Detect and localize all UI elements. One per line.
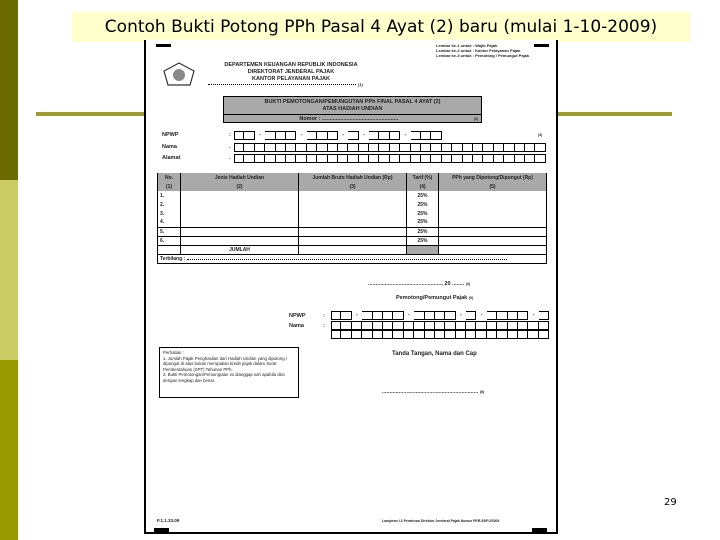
pemotong-nama-label: Nama [289, 323, 304, 329]
nomor-field[interactable]: .................................................. [321, 116, 399, 122]
row-number: 2. [158, 200, 181, 209]
input-cell[interactable] [328, 131, 338, 140]
input-cell[interactable] [317, 154, 327, 163]
input-cell[interactable] [379, 131, 389, 140]
col-number: (1) [158, 182, 181, 191]
input-cell[interactable] [525, 143, 535, 152]
input-cell[interactable] [265, 154, 275, 163]
input-cell[interactable] [393, 311, 403, 320]
input-cell[interactable] [456, 330, 466, 339]
input-cell[interactable] [431, 154, 441, 163]
signature-dots: ............................................................... [382, 389, 479, 395]
alamat-field[interactable] [234, 154, 546, 163]
row-number: 1. [158, 191, 181, 200]
note-ref: (6) [479, 390, 485, 394]
input-cell[interactable] [518, 330, 528, 339]
input-cell[interactable] [421, 154, 431, 163]
input-cell[interactable] [431, 131, 441, 140]
input-cell[interactable] [255, 143, 265, 152]
input-cell[interactable] [234, 143, 244, 152]
input-cell[interactable] [234, 131, 244, 140]
input-cell[interactable] [307, 143, 317, 152]
prize-tax-table [157, 173, 547, 264]
date-text: ................................................, 20 ........ [368, 281, 465, 287]
side-bar-middle [0, 180, 18, 360]
input-cell[interactable] [504, 143, 514, 152]
input-cell[interactable] [404, 330, 414, 339]
copy-note: Lembar ke-3 untuk : Pemotong / Pemungut Pajak [436, 53, 530, 58]
input-cell[interactable]: - [404, 132, 407, 138]
input-cell[interactable] [373, 311, 383, 320]
nomor-label: Nomor : [299, 116, 321, 122]
total-bruto[interactable] [299, 245, 407, 254]
pph-cell[interactable] [439, 200, 547, 209]
col-number: (4) [407, 182, 439, 191]
input-cell[interactable] [494, 154, 504, 163]
note-ref: (3) [538, 133, 543, 137]
input-cell[interactable] [535, 154, 545, 163]
input-cell[interactable] [373, 321, 383, 330]
bruto-cell[interactable] [299, 191, 407, 200]
note-ref: (1) [358, 82, 363, 87]
office-name: KANTOR PELAYANAN PAJAK [252, 76, 330, 82]
col-header: Jenis Hadiah Undian [181, 173, 299, 182]
document-subtitle: ATAS HADIAH UNDIAN [322, 106, 383, 112]
input-cell[interactable] [435, 330, 445, 339]
input-cell[interactable] [528, 321, 538, 330]
input-cell[interactable] [276, 143, 286, 152]
input-cell[interactable] [487, 311, 497, 320]
bruto-cell[interactable] [299, 218, 407, 227]
col-header: Tarif (%) [407, 173, 439, 182]
decor-line-right [558, 112, 672, 116]
input-cell[interactable] [452, 154, 462, 163]
nama-label: Nama [162, 144, 177, 150]
input-cell[interactable] [497, 321, 507, 330]
total-tarif [407, 245, 439, 254]
side-bar-bottom [0, 360, 18, 540]
input-cell[interactable] [244, 143, 254, 152]
input-cell[interactable] [476, 321, 486, 330]
input-cell[interactable]: - [362, 132, 365, 138]
input-cell[interactable] [352, 330, 362, 339]
tarif-cell: 25% [407, 200, 439, 209]
input-cell[interactable] [525, 154, 535, 163]
input-cell[interactable] [286, 143, 296, 152]
alamat-label: Alamat [162, 155, 181, 161]
perhatian-box [159, 347, 299, 398]
input-cell[interactable] [414, 330, 424, 339]
input-cell[interactable] [518, 311, 528, 320]
input-cell[interactable] [352, 321, 362, 330]
input-cell[interactable] [393, 330, 403, 339]
table-row [158, 218, 547, 227]
input-cell[interactable] [466, 330, 476, 339]
jenis-cell[interactable] [181, 191, 299, 200]
input-cell[interactable] [341, 311, 351, 320]
input-cell[interactable] [487, 321, 497, 330]
input-cell[interactable] [234, 154, 244, 163]
input-cell[interactable] [362, 321, 372, 330]
copy-note: Lembar ke-2 untuk : Kantor Pelayanan Pajak [436, 48, 521, 53]
input-cell[interactable] [255, 154, 265, 163]
input-cell[interactable] [456, 321, 466, 330]
col-header: No. [158, 173, 181, 182]
input-cell[interactable] [390, 131, 400, 140]
document-title: BUKTI PEMOTONGAN/PEMUNGUTAN PPh FINAL PASAL 4 AYAT (2) [264, 99, 441, 105]
signature-label: Tanda Tangan, Nama dan Cap [392, 351, 477, 357]
terbilang-row[interactable] [158, 254, 547, 263]
npwp-label: NPWP [162, 132, 179, 138]
input-cell[interactable] [476, 330, 486, 339]
row-number: 4. [158, 218, 181, 227]
input-cell[interactable]: - [480, 312, 483, 318]
input-cell[interactable] [435, 311, 445, 320]
input-cell[interactable] [369, 143, 379, 152]
pemotong-npwp-field[interactable] [331, 311, 549, 320]
input-cell[interactable] [539, 330, 549, 339]
input-cell[interactable] [518, 321, 528, 330]
input-cell[interactable] [431, 143, 441, 152]
input-cell[interactable] [466, 321, 476, 330]
input-cell[interactable] [265, 131, 275, 140]
col-header: Jumlah Bruto Hadiah Undian (Rp) [299, 173, 407, 182]
input-cell[interactable]: - [259, 132, 261, 138]
input-cell[interactable] [411, 143, 421, 152]
table-row [158, 227, 547, 236]
input-cell[interactable] [373, 330, 383, 339]
input-cell[interactable] [307, 154, 317, 163]
bruto-cell[interactable] [299, 209, 407, 218]
input-cell[interactable] [463, 143, 473, 152]
bruto-cell[interactable] [299, 200, 407, 209]
input-cell[interactable] [383, 321, 393, 330]
perhatian-item: 2. Bukti Pemotongan/Pemungutan ini dianggap sah apabila diisi dengan lengkap dan benar. [163, 372, 285, 383]
signature-line[interactable] [382, 389, 484, 395]
total-label: JUMLAH [181, 245, 299, 254]
note-ref: (5) [468, 296, 474, 300]
input-cell[interactable] [317, 143, 327, 152]
input-cell[interactable]: - [408, 312, 410, 318]
pemotong-nama-field-2[interactable] [331, 330, 549, 335]
tarif-cell: 25% [407, 227, 439, 236]
input-cell[interactable] [425, 311, 435, 320]
copy-notes [436, 43, 529, 58]
input-cell[interactable] [379, 143, 389, 152]
input-cell[interactable]: - [356, 312, 358, 318]
footer-reference: Lampiran I.3 Peraturan Direktur Jenderal Pajak Nomor PER-53/PJ/2009 [382, 519, 500, 523]
pemotong-npwp-label: NPWP [289, 313, 306, 319]
input-cell[interactable] [359, 143, 369, 152]
input-cell[interactable] [421, 131, 431, 140]
slide-title: Contoh Bukti Potong PPh Pasal 4 Ayat (2) baru (mulai 1-10-2009) [72, 12, 690, 42]
input-cell[interactable]: - [300, 132, 303, 138]
input-cell[interactable] [362, 311, 372, 320]
input-cell[interactable] [383, 330, 393, 339]
total-pph[interactable] [439, 245, 547, 254]
input-cell[interactable] [414, 311, 424, 320]
jenis-cell[interactable] [181, 227, 299, 236]
form-code: F.1.1.33.09 [157, 518, 180, 523]
corner-mark [154, 528, 169, 532]
input-cell[interactable] [508, 330, 518, 339]
input-cell[interactable] [494, 143, 504, 152]
input-cell[interactable] [421, 143, 431, 152]
table-row [158, 191, 547, 200]
input-cell[interactable] [362, 330, 372, 339]
table-row [158, 209, 547, 218]
input-cell[interactable]: - [342, 132, 345, 138]
input-cell[interactable] [497, 330, 507, 339]
input-cell[interactable] [379, 154, 389, 163]
input-cell[interactable] [528, 330, 538, 339]
input-cell[interactable] [390, 154, 400, 163]
input-cell[interactable] [411, 154, 421, 163]
tax-form-document: Lembar ke-1 untuk : Wajib Pajak Lembar ke-2 untuk : Kantor Pelayanan Pajak Lembar ke-3 untuk : Pemotong / Pemungut Pajak DEPARTEMEN KEUANGAN REPUBLIK INDONESIA DIREKTORAT JENDERAL PAJAK KANTOR PELAYANAN PAJAK (1) BUKTI PEMOTONGAN/PEMUNGUTAN PPh FINAL PASAL 4 AYAT (2) ATAS HADIAH UNDIAN Nomor : .................................................. (2) NPWP Nama Alamat : . . - - - - - (3) No. Jenis Hadiah Undian Jumlah Bruto Hadiah Undian (Rp) Tarif (%) PPh yang Dipotong/Dipungut (Rp) (1) (2) (3) (4) (5) 1. 25% 2. 25% 3. 25% 4. 25% 5. 25% 6. 25% JUMLAH Terbilang : ................................................, 20 ........ (4) Pemotong/Pemungut Pajak (5) NPWP Nama : : - - - - - Perhatian : 1. Jumlah Pajak Penghasilan dari Hadiah Undian yang dipotong / dipungut di atas bukan merupakan kredit pajak dalam Surat Pemberitahuan (SPT) Tahunan PPh. 2. Bukti Pemotongan/Pemungutan ini dianggap sah apabila diisi dengan lengkap dan benar. Tanda Tangan, Nama dan Cap ............................................................... (6) F.1.1.33.09 Lampiran I.3 Peraturan Direktur Jenderal Pajak Nomor PER-53/PJ/2009 [144, 40, 558, 534]
page-number: 29 [664, 497, 677, 508]
corner-mark [534, 44, 549, 47]
jenis-cell[interactable] [181, 218, 299, 227]
jenis-cell[interactable] [181, 200, 299, 209]
input-cell[interactable]: - [459, 312, 462, 318]
input-cell[interactable] [539, 311, 549, 320]
nomor-row [224, 114, 481, 123]
input-cell[interactable] [445, 330, 455, 339]
input-cell[interactable] [393, 321, 403, 330]
input-cell[interactable] [296, 143, 306, 152]
tarif-cell: 25% [407, 209, 439, 218]
input-cell[interactable] [338, 143, 348, 152]
input-cell[interactable] [463, 154, 473, 163]
perhatian-item: 1. Jumlah Pajak Penghasilan dari Hadiah Undian yang dipotong / dipungut di atas bukan merupakan kredit pajak dalam Surat Pemberitahuan (SPT) Tahunan PPh. [163, 355, 287, 372]
input-cell[interactable] [535, 143, 545, 152]
total-empty [158, 245, 181, 254]
input-cell[interactable] [425, 321, 435, 330]
department-name: DEPARTEMEN KEUANGAN REPUBLIK INDONESIA [224, 62, 358, 68]
input-cell[interactable] [276, 154, 286, 163]
col-header: PPh yang Dipotong/Dipungut (Rp) [439, 173, 547, 182]
pph-cell[interactable] [439, 218, 547, 227]
note-ref: (4) [465, 282, 471, 286]
pemotong-heading [396, 295, 473, 301]
jenis-cell[interactable] [181, 236, 299, 245]
input-cell[interactable] [515, 154, 525, 163]
input-cell[interactable] [244, 131, 254, 140]
tarif-cell: 25% [407, 191, 439, 200]
input-cell[interactable] [348, 131, 358, 140]
perhatian-title: Perhatian : [163, 350, 184, 355]
decor-line-left [36, 112, 146, 116]
pph-cell[interactable] [439, 209, 547, 218]
col-number: (3) [299, 182, 407, 191]
input-cell[interactable] [473, 143, 483, 152]
input-cell[interactable] [504, 154, 514, 163]
input-cell[interactable] [390, 143, 400, 152]
input-cell[interactable] [276, 131, 286, 140]
input-cell[interactable] [286, 154, 296, 163]
corner-mark [156, 44, 171, 47]
row-number: 6. [158, 236, 181, 245]
input-cell[interactable] [508, 321, 518, 330]
input-cell[interactable] [400, 154, 410, 163]
input-cell[interactable] [328, 143, 338, 152]
input-cell[interactable] [466, 311, 476, 320]
input-cell[interactable] [508, 311, 518, 320]
input-cell[interactable] [359, 154, 369, 163]
input-cell[interactable] [400, 143, 410, 152]
col-number: (5) [439, 182, 547, 191]
input-cell[interactable] [328, 154, 338, 163]
input-cell[interactable] [348, 143, 358, 152]
input-cell[interactable] [442, 143, 452, 152]
input-cell[interactable] [404, 321, 414, 330]
note-ref: (2) [473, 117, 478, 121]
corner-mark [532, 528, 547, 532]
document-title-box [223, 96, 482, 123]
input-cell[interactable] [244, 154, 254, 163]
input-cell[interactable] [445, 311, 455, 320]
input-cell[interactable] [341, 321, 351, 330]
ministry-logo-icon [163, 62, 195, 86]
pph-cell[interactable] [439, 236, 547, 245]
col-number: (2) [181, 182, 299, 191]
input-cell[interactable] [317, 131, 327, 140]
department-header [206, 62, 376, 83]
input-cell[interactable] [383, 311, 393, 320]
side-bar-top [0, 0, 18, 180]
row-number: 5. [158, 227, 181, 236]
input-cell[interactable] [331, 311, 341, 320]
input-cell[interactable] [341, 330, 351, 339]
input-cell[interactable] [445, 321, 455, 330]
office-line [208, 84, 356, 85]
input-cell[interactable] [497, 311, 507, 320]
input-cell[interactable] [331, 330, 341, 339]
pemotong-label: Pemotong/Pemungut Pajak [396, 295, 468, 301]
input-cell[interactable] [515, 143, 525, 152]
directorate-name: DIREKTORAT JENDERAL PAJAK [247, 69, 335, 75]
nama-field[interactable] [234, 143, 546, 152]
npwp-field[interactable] [234, 131, 442, 140]
input-cell[interactable] [483, 143, 493, 152]
input-cell[interactable] [435, 321, 445, 330]
input-cell[interactable] [265, 143, 275, 152]
input-cell[interactable] [473, 154, 483, 163]
input-cell[interactable] [369, 154, 379, 163]
input-cell[interactable] [338, 154, 348, 163]
pph-cell[interactable] [439, 227, 547, 236]
input-cell[interactable] [369, 131, 379, 140]
input-cell[interactable] [348, 154, 358, 163]
input-cell[interactable] [414, 321, 424, 330]
row-number: 3. [158, 209, 181, 218]
bruto-cell[interactable] [299, 227, 407, 236]
input-cell[interactable] [411, 131, 421, 140]
date-line[interactable] [368, 281, 470, 287]
table-row [158, 200, 547, 209]
tarif-cell: 25% [407, 236, 439, 245]
tarif-cell: 25% [407, 218, 439, 227]
pph-cell[interactable] [439, 191, 547, 200]
input-cell[interactable] [307, 131, 317, 140]
pemotong-nama-field[interactable] [331, 321, 549, 330]
input-cell[interactable] [331, 321, 341, 330]
copy-note: Lembar ke-1 untuk : Wajib Pajak [436, 43, 498, 48]
jenis-cell[interactable] [181, 209, 299, 218]
bruto-cell[interactable] [299, 236, 407, 245]
input-cell[interactable] [442, 154, 452, 163]
table-row [158, 236, 547, 245]
input-cell[interactable] [539, 321, 549, 330]
input-cell[interactable] [452, 143, 462, 152]
input-cell[interactable] [483, 154, 493, 163]
input-cell[interactable] [296, 154, 306, 163]
terbilang-label: Terbilang : [160, 255, 186, 262]
input-cell[interactable] [286, 131, 296, 140]
input-cell[interactable] [425, 330, 435, 339]
input-cell[interactable]: - [532, 312, 535, 318]
input-cell[interactable] [487, 330, 497, 339]
